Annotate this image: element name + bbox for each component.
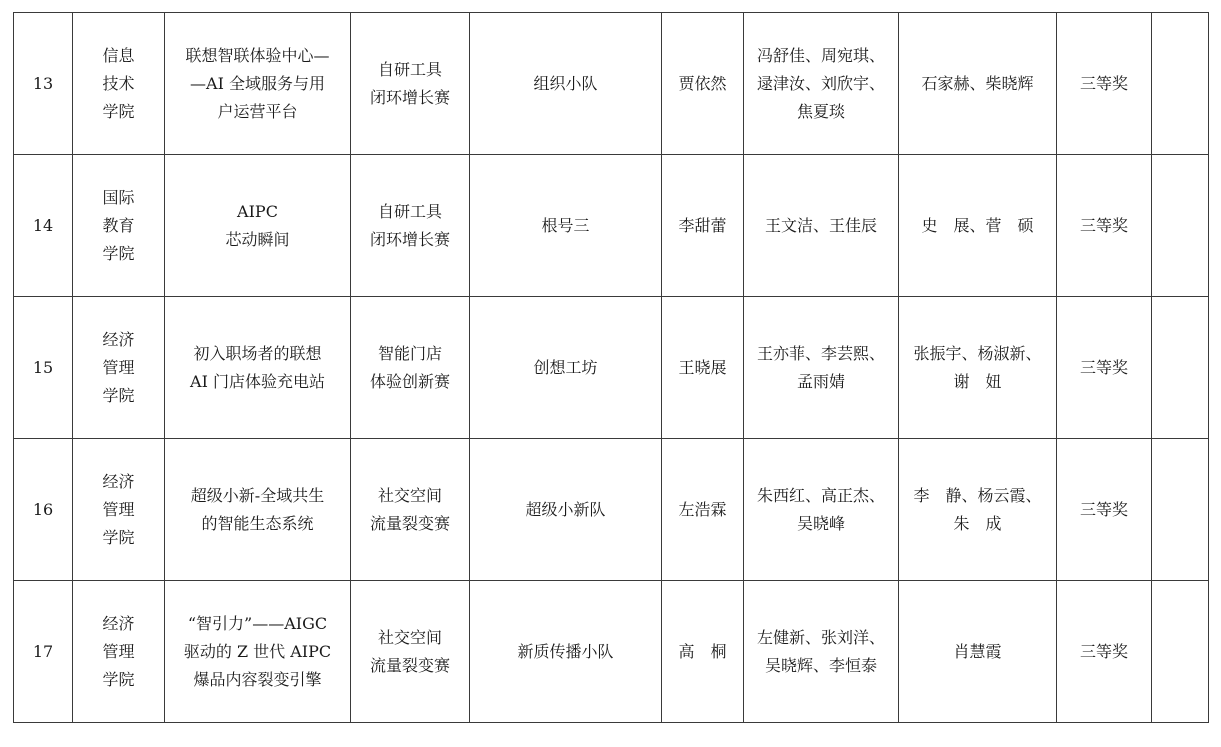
cell-number: 15	[14, 297, 73, 439]
cell-leader: 贾依然	[662, 13, 744, 155]
cell-number: 17	[14, 581, 73, 723]
cell-project-name: 初入职场者的联想 AI 门店体验充电站	[165, 297, 351, 439]
cell-note	[1152, 439, 1209, 581]
cell-advisors: 李 静、杨云霞、 朱 成	[899, 439, 1057, 581]
cell-track: 自研工具 闭环增长赛	[351, 13, 470, 155]
cell-number: 13	[14, 13, 73, 155]
cell-advisors: 史 展、菅 硕	[899, 155, 1057, 297]
cell-team-name: 根号三	[470, 155, 662, 297]
cell-track: 社交空间 流量裂变赛	[351, 581, 470, 723]
cell-advisors: 肖慧霞	[899, 581, 1057, 723]
cell-leader: 左浩霖	[662, 439, 744, 581]
cell-members: 王亦菲、李芸熙、 孟雨婧	[744, 297, 899, 439]
cell-advisors: 张振宇、杨淑新、 谢 妞	[899, 297, 1057, 439]
cell-award: 三等奖	[1057, 297, 1152, 439]
cell-leader: 李甜蕾	[662, 155, 744, 297]
cell-team-name: 组织小队	[470, 13, 662, 155]
cell-members: 左健新、张刘洋、 吴晓辉、李恒泰	[744, 581, 899, 723]
cell-college: 经济 管理 学院	[73, 297, 165, 439]
cell-college: 信息 技术 学院	[73, 13, 165, 155]
cell-advisors: 石家赫、柴晓辉	[899, 13, 1057, 155]
cell-award: 三等奖	[1057, 13, 1152, 155]
cell-project-name: 超级小新-全域共生 的智能生态系统	[165, 439, 351, 581]
cell-number: 16	[14, 439, 73, 581]
cell-college: 经济 管理 学院	[73, 581, 165, 723]
cell-note	[1152, 155, 1209, 297]
cell-track: 自研工具 闭环增长赛	[351, 155, 470, 297]
cell-leader: 王晓展	[662, 297, 744, 439]
cell-note	[1152, 297, 1209, 439]
cell-team-name: 新质传播小队	[470, 581, 662, 723]
cell-college: 经济 管理 学院	[73, 439, 165, 581]
cell-project-name: “智引力”——AIGC 驱动的 Z 世代 AIPC 爆品内容裂变引擎	[165, 581, 351, 723]
cell-project-name: 联想智联体验中心— —AI 全域服务与用 户运营平台	[165, 13, 351, 155]
cell-members: 冯舒佳、周宛琪、 逯津汝、刘欣宇、 焦夏琰	[744, 13, 899, 155]
cell-leader: 高 桐	[662, 581, 744, 723]
cell-track: 社交空间 流量裂变赛	[351, 439, 470, 581]
cell-college: 国际 教育 学院	[73, 155, 165, 297]
table-row	[14, 297, 1209, 439]
cell-team-name: 超级小新队	[470, 439, 662, 581]
table-row	[14, 13, 1209, 155]
cell-note	[1152, 581, 1209, 723]
awards-table	[13, 12, 1209, 723]
cell-award: 三等奖	[1057, 439, 1152, 581]
cell-members: 朱西红、高正杰、 吴晓峰	[744, 439, 899, 581]
document-page	[13, 12, 1209, 723]
cell-members: 王文洁、王佳辰	[744, 155, 899, 297]
cell-note	[1152, 13, 1209, 155]
table-row	[14, 439, 1209, 581]
cell-award: 三等奖	[1057, 581, 1152, 723]
cell-number: 14	[14, 155, 73, 297]
cell-team-name: 创想工坊	[470, 297, 662, 439]
table-row	[14, 155, 1209, 297]
cell-project-name: AIPC 芯动瞬间	[165, 155, 351, 297]
cell-track: 智能门店 体验创新赛	[351, 297, 470, 439]
table-row	[14, 581, 1209, 723]
cell-award: 三等奖	[1057, 155, 1152, 297]
